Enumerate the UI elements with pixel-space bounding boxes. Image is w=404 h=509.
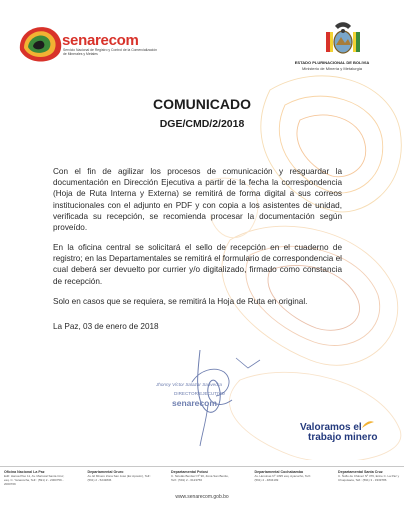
slogan-line-1: Valoramos el [300, 422, 362, 433]
senarecom-logo-icon [14, 20, 66, 72]
signature-org: senarecom [172, 398, 217, 408]
document-title: COMUNICADO [153, 96, 251, 112]
signature-stamp [140, 330, 270, 450]
slogan [300, 422, 400, 443]
footer-offices [4, 470, 402, 486]
office-address: C. Ñuflo de Chávez Nº 376, Entre C. La Paz y Chuquisaca, Telf.: (591) 3 - 3339786 [338, 474, 400, 482]
office-address: C. Nicolás Benítez Nº 90, Zona San Benito, Telf.: (591) 2 - 6123756 [171, 474, 229, 482]
ministry-state-line: ESTADO PLURINACIONAL DE BOLIVIA [294, 60, 370, 65]
office-address: Edif. Hansa Piso 11, Av. Mariscal Santa Cruz, esq. C. Yanacocha, Telf.: (591) 2 - 2000759 - 2000769 [4, 474, 65, 486]
paragraph-3: Solo en casos que se requiera, se remitirá la Hoja de Ruta en original. [53, 297, 308, 306]
office-oruro [88, 470, 152, 486]
office-la-paz [4, 470, 68, 486]
logo-name: senarecom [62, 32, 139, 49]
bolivia-coat-of-arms-icon [322, 18, 364, 58]
office-name: Departamental Potosí [171, 470, 208, 474]
office-name: Oficina Nacional La Paz [4, 470, 45, 474]
office-address: Av. Heroinas Nº 1395 esq. Ayacucho, Telf.: (591) 4 - 4834199 [254, 474, 312, 482]
office-name: Departamental Oruro [87, 470, 124, 474]
signature-role: DIRECTOR EJECUTIVO [174, 391, 225, 396]
office-cochabamba [255, 470, 319, 486]
office-potosi [171, 470, 235, 486]
paragraph-2: En la oficina central se solicitará el sello de recepción en el cuaderno de registro; en las Departamentales se remitirá el formulario de correspondencia el cual deberá ser devuelto por currier y/o digitalizado, firmado como constancia de recepción. [53, 243, 342, 286]
office-santa-cruz [338, 470, 402, 486]
logo-subtitle: Servicio Nacional de Registro y Control de la Comercialización de Minerales y Metales [63, 48, 158, 57]
office-address: Av. El Minero Zona San José (Ex Aposim), Telf.: (591) 2 - 5243836 [87, 474, 152, 482]
footer-website-link[interactable]: www.senarecom.gob.bo [175, 494, 229, 500]
office-name: Departamental Cochabamba [254, 470, 304, 474]
slogan-line-2: trabajo minero [308, 432, 378, 443]
ministry-name-line: Ministerio de Minería y Metalurgia [301, 66, 363, 71]
footer-divider [0, 466, 404, 467]
signature-name: Jhonny Víctor Salazar Saavedra [156, 382, 222, 387]
date-line: La Paz, 03 de enero de 2018 [53, 322, 159, 331]
document-code: DGE/CMD/2/2018 [159, 118, 245, 130]
slogan-flag-icon [362, 420, 374, 428]
paragraph-1: Con el fin de agilizar los procesos de comunicación y resguardar la documentación en Dirección Ejecutiva a partir de la fecha la correspondencia (Hoja de Ruta Interna y Externa) se remitirá de forma digital a sus correos institucionales con el adjunto en PDF y con copia a los asistentes de unidad, verificada su recepción, se recomienda procesar la documentación según proveído. [53, 167, 342, 233]
office-name: Departamental Santa Cruz [338, 470, 383, 474]
